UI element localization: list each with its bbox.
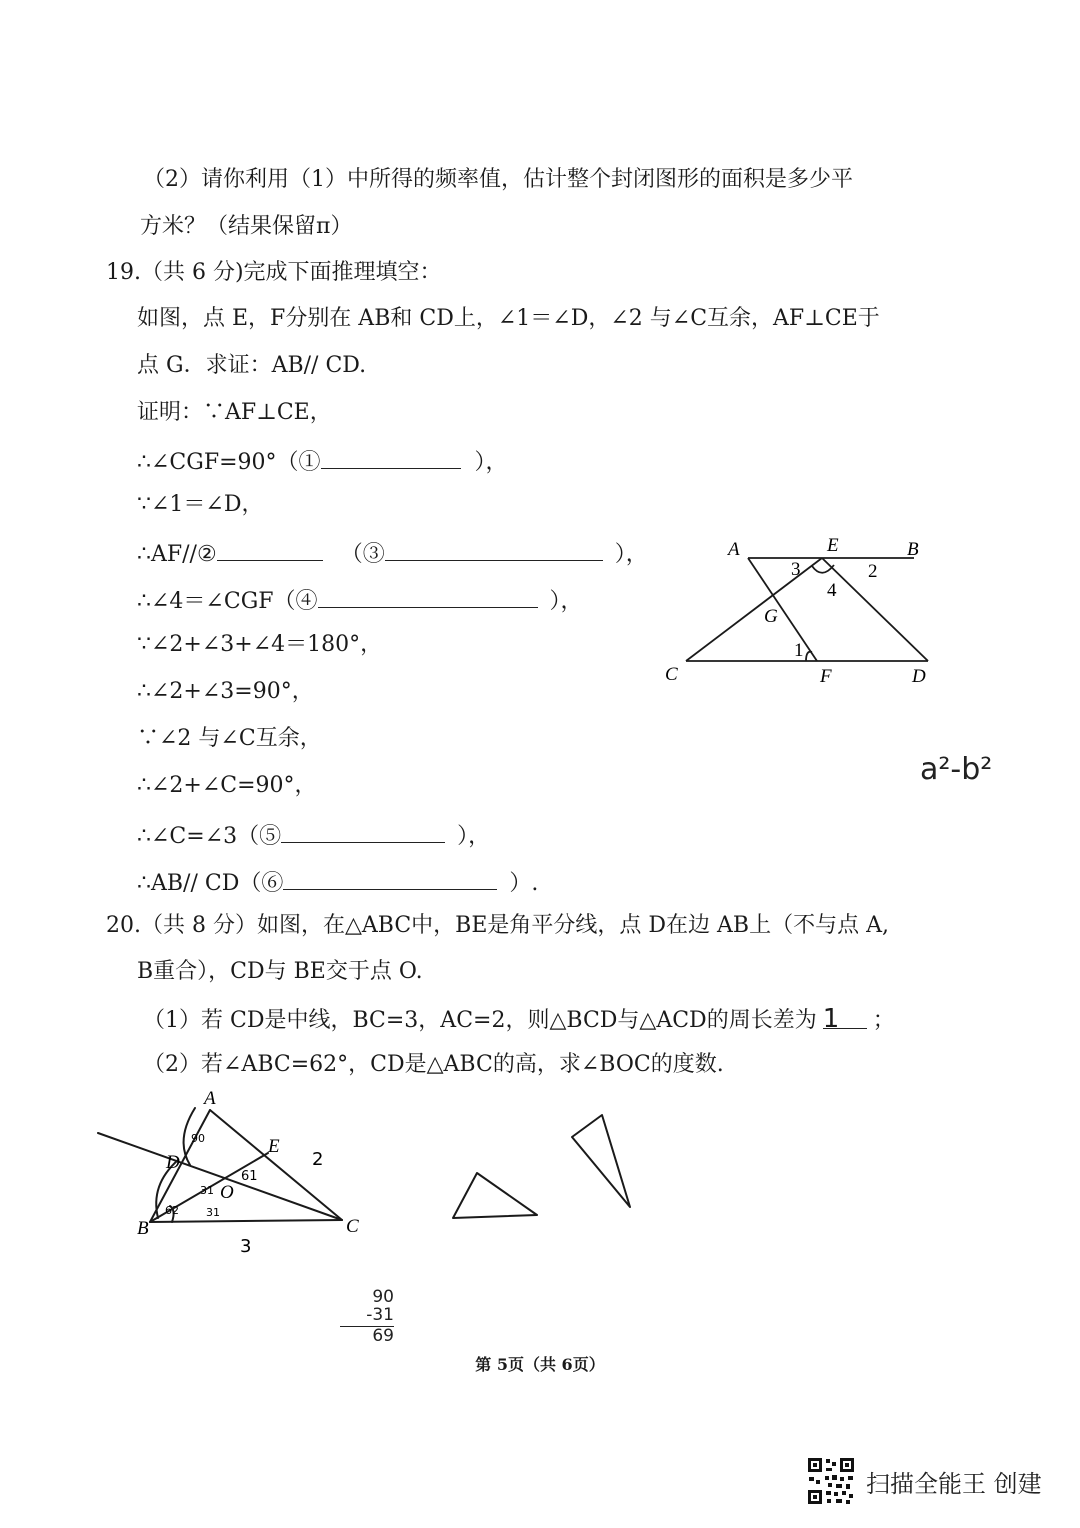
blank-6[interactable] [283, 865, 497, 890]
calc-result: 69 [372, 1326, 394, 1346]
blank-4[interactable] [318, 583, 538, 608]
proof-line-9-end: ）， [457, 824, 491, 849]
angle-note-31b: 31 [206, 1206, 220, 1219]
proof-line-2: ∵∠1＝∠D， [137, 492, 264, 517]
label-g: G [764, 606, 778, 627]
proof-line-10-end: ）. [509, 871, 539, 896]
q20-part1-text: （1）若 CD是中线，BC=3，AC=2，则△BCD与△ACD的周长差为 [143, 1008, 817, 1033]
label-a: A [728, 539, 740, 560]
q19-statement-line2: 点 G．求证：AB// CD. [137, 353, 367, 378]
proof-line-4-end: ）， [549, 589, 583, 614]
segment-af [748, 558, 817, 661]
label-e: E [827, 535, 839, 556]
label-c: C [665, 664, 678, 685]
label-f: F [820, 666, 832, 687]
proof-line-4 [137, 583, 583, 617]
q20-figure [90, 1080, 390, 1260]
q20-part1-answer[interactable]: 1 [823, 1004, 867, 1029]
proof-line-3-mid: （③ [340, 542, 385, 567]
blank-5[interactable] [281, 818, 445, 843]
angle-note-90: 90 [191, 1132, 205, 1145]
angle-label-4: 4 [827, 580, 837, 601]
proof-line-10-text: ∴AB// CD（⑥ [137, 871, 284, 896]
angle-note-62: 62 [165, 1204, 179, 1217]
label-a: A [204, 1088, 216, 1109]
proof-line-5: ∵∠2+∠3+∠4＝180°， [137, 632, 383, 657]
q18-part2-line1: （2）请你利用（1）中所得的频率值，估计整个封闭图形的面积是多少平 [143, 167, 853, 192]
q20-header-line1: 20.（共 8 分）如图，在△ABC中，BE是角平分线，点 D在边 AB上（不与点 A, [106, 913, 889, 938]
proof-line-4-text: ∴∠4＝∠CGF（④ [137, 589, 318, 614]
angle-note-31: 31 [200, 1184, 214, 1197]
proof-line-6: ∴∠2+∠3=90°， [137, 679, 314, 704]
label-e: E [268, 1136, 280, 1157]
proof-line-1 [137, 444, 508, 478]
blank-3[interactable] [385, 536, 603, 561]
sketch-triangle-2 [572, 1115, 630, 1207]
q19-statement-line1: 如图，点 E，F分别在 AB和 CD上，∠1＝∠D，∠2 与∠C互余，AF⊥CE于 [137, 306, 880, 331]
q20-part1 [143, 1004, 895, 1036]
qr-code-icon [806, 1456, 856, 1506]
side-note-ac: 2 [312, 1149, 324, 1170]
calc-top: 90 [372, 1287, 394, 1307]
side-note-bc: 3 [240, 1236, 252, 1257]
label-b: B [137, 1218, 149, 1239]
proof-line-10 [137, 865, 538, 899]
blank-1[interactable] [321, 444, 461, 469]
label-d: D [912, 666, 926, 687]
q20-part1-end: ； [872, 1008, 895, 1033]
proof-line-3-text: ∴AF//② [137, 542, 217, 567]
angle-note-61: 61 [241, 1169, 258, 1184]
q19-header: 19.（共 6 分)完成下面推理填空： [106, 260, 442, 285]
label-b: B [907, 539, 919, 560]
proof-line-1-end: ）， [474, 450, 508, 475]
proof-line-9-text: ∴∠C=∠3（⑤ [137, 824, 282, 849]
proof-line-3 [137, 536, 648, 570]
handwritten-note: a²-b² [920, 752, 993, 787]
angle-label-1: 1 [794, 640, 804, 661]
sketch-triangle-1 [453, 1173, 537, 1218]
q18-part2-line2: 方米？（结果保留π） [140, 214, 353, 239]
angle-label-3: 3 [791, 559, 801, 580]
handwritten-calculation [340, 1288, 394, 1345]
proof-line-0: 证明：∵AF⊥CE， [137, 400, 332, 425]
blank-2[interactable] [217, 536, 323, 561]
calc-minus: -31 [366, 1305, 394, 1325]
proof-line-1-text: ∴∠CGF=90°（① [137, 450, 321, 475]
segment-bc [150, 1220, 342, 1222]
proof-line-8: ∴∠2+∠C=90°， [137, 773, 317, 798]
proof-line-9 [137, 818, 490, 852]
proof-line-3-end: ）， [614, 542, 648, 567]
q20-header-line2: B重合），CD与 BE交于点 O. [137, 959, 423, 984]
scanner-watermark [806, 1456, 1042, 1506]
segment-cd-extended [98, 1133, 342, 1220]
sketch-triangles [440, 1100, 640, 1230]
q19-figure [650, 525, 950, 695]
q20-part2: （2）若∠ABC=62°，CD是△ABC的高，求∠BOC的度数. [143, 1052, 724, 1077]
label-d: D [166, 1152, 180, 1173]
label-o: O [220, 1182, 234, 1203]
scanner-watermark-text: 扫描全能王 创建 [866, 1469, 1042, 1498]
proof-line-7: ∵∠2 与∠C互余， [137, 726, 322, 751]
page-number: 第 5页（共 6页） [475, 1355, 605, 1374]
angle-label-2: 2 [868, 561, 878, 582]
label-c: C [346, 1216, 359, 1237]
